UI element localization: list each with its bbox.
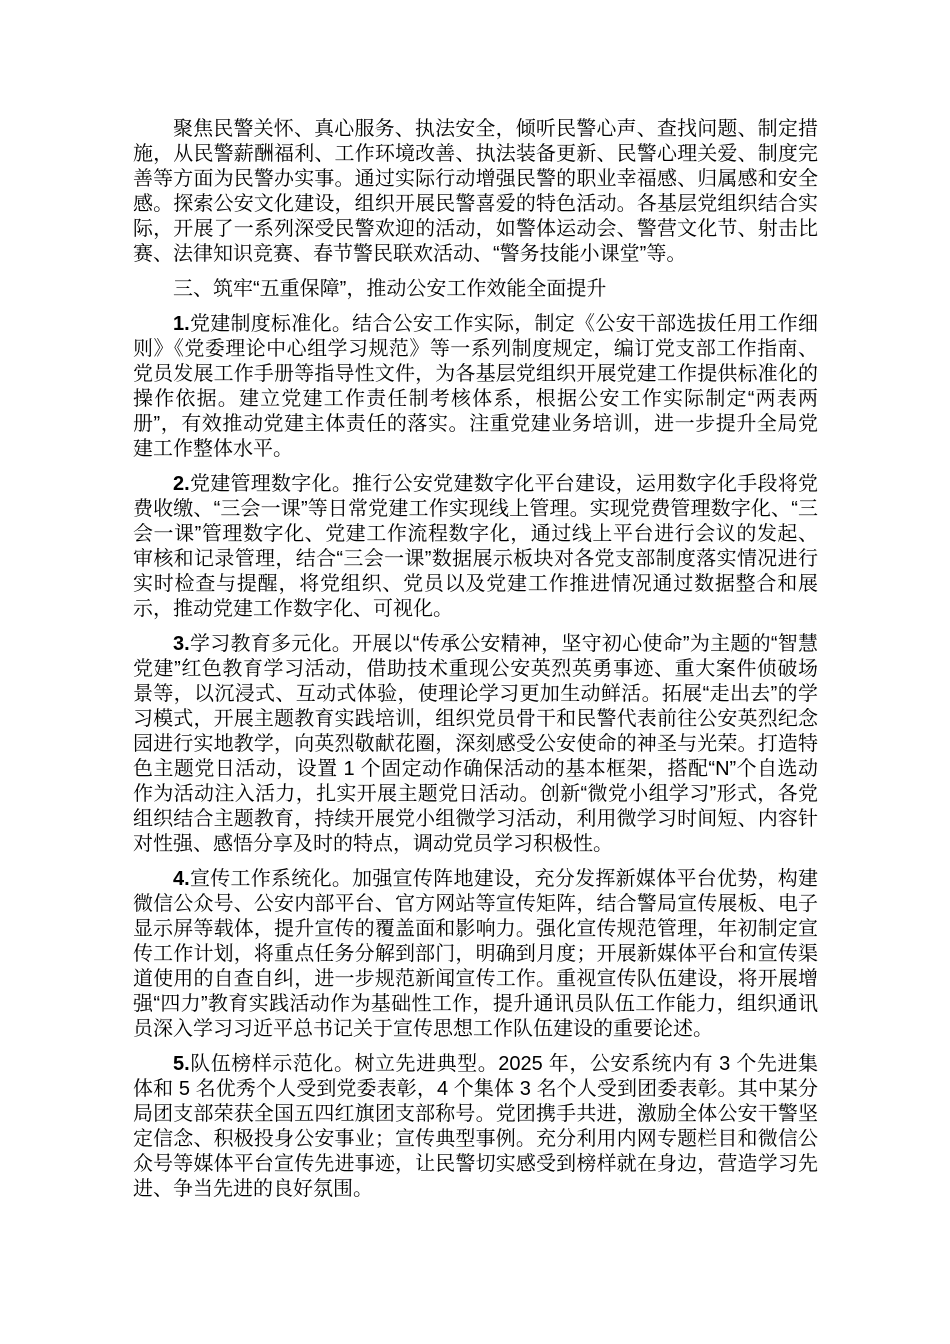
paragraph-text: 党建制度标准化。结合公安工作实际，制定《公安干部选拔任用工作细则》《党委理论中心组学习规范》等一系列制度规定，编订党支部工作指南、党员发展工作手册等指导性文件，为各基层党组织开展党建工作提供标准化的操作依据。建立党建工作责任制考核体系，根据公安工作实际制定“两表两册”，有效推动党建主体责任的落实。注重党建业务培训，进一步提升全局党建工作整体水平。 <box>133 313 818 460</box>
section-heading-three <box>133 277 818 302</box>
paragraph-text: 聚焦民警关怀、真心服务、执法安全，倾听民警心声、查找问题、制定措施，从民警薪酬福利、工作环境改善、执法装备更新、民警心理关爱、制度完善等方面为民警办实事。通过实际行动增强民警的职业幸福感、归属感和安全感。探索公安文化建设，组织开展民警喜爱的特色活动。各基层党组织结合实际，开展了一系列深受民警欢迎的活动，如警体运动会、警营文化节、射击比赛、法律知识竞赛、春节警民联欢活动、“警务技能小课堂”等。 <box>133 118 818 265</box>
paragraph-text: 队伍榜样示范化。树立先进典型。2025 年，公安系统内有 3 个先进集体和 5 名优秀个人受到党委表彰，4 个集体 3 名个人受到团委表彰。其中某分局团支部荣获全国五四红旗团支部称号。党团携手共进，激励全体公安干警坚定信念、积极投身公安事业；宣传典型事例。充分利用内网专题栏目和微信公众号等媒体平台宣传先进事迹，让民警切实感受到榜样就在身边，营造学习先进、争当先进的良好氛围。 <box>133 1053 818 1200</box>
paragraph-number-4: 4. <box>173 868 190 890</box>
numbered-paragraph-3 <box>133 632 818 857</box>
numbered-paragraph-4 <box>133 867 818 1042</box>
numbered-paragraph-1 <box>133 312 818 462</box>
paragraph-text: 宣传工作系统化。加强宣传阵地建设，充分发挥新媒体平台优势，构建微信公众号、公安内部平台、官方网站等宣传矩阵，结合警局宣传展板、电子显示屏等载体，提升宣传的覆盖面和影响力。强化宣传规范管理，年初制定宣传工作计划，将重点任务分解到部门，明确到月度；开展新媒体平台和宣传渠道使用的自查自纠，进一步规范新闻宣传工作。重视宣传队伍建设，将开展增强“四力”教育实践活动作为基础性工作，提升通讯员队伍工作能力，组织通讯员深入学习习近平总书记关于宣传思想工作队伍建设的重要论述。 <box>133 868 818 1040</box>
numbered-paragraph-5 <box>133 1052 818 1202</box>
paragraph-police-care <box>133 117 818 267</box>
heading-text: 三、筑牢“五重保障”，推动公安工作效能全面提升 <box>173 278 607 300</box>
paragraph-number-1: 1. <box>173 313 190 335</box>
paragraph-text: 党建管理数字化。推行公安党建数字化平台建设，运用数字化手段将党费收缴、“三会一课”等日常党建工作实现线上管理。实现党费管理数字化、“三会一课”管理数字化、党建工作流程数字化，通过线上平台进行会议的发起、审核和记录管理，结合“三会一课”数据展示板块对各党支部制度落实情况进行实时检查与提醒，将党组织、党员以及党建工作推进情况通过数据整合和展示，推动党建工作数字化、可视化。 <box>133 473 818 620</box>
paragraph-number-3: 3. <box>173 633 190 655</box>
numbered-paragraph-2 <box>133 472 818 622</box>
paragraph-number-5: 5. <box>173 1053 190 1075</box>
paragraph-number-2: 2. <box>173 473 190 495</box>
document-body <box>133 117 818 1212</box>
paragraph-text: 学习教育多元化。开展以“传承公安精神，坚守初心使命”为主题的“智慧党建”红色教育学习活动，借助技术重现公安英烈英勇事迹、重大案件侦破场景等，以沉浸式、互动式体验，使理论学习更加生动鲜活。拓展“走出去”的学习模式，开展主题教育实践培训，组织党员骨干和民警代表前往公安英烈纪念园进行实地教学，向英烈敬献花圈，深刻感受公安使命的神圣与光荣。打造特色主题党日活动，设置 1 个固定动作确保活动的基本框架，搭配“N”个自选动作为活动注入活力，扎实开展主题党日活动。创新“微党小组学习”形式，各党组织结合主题教育，持续开展党小组微学习活动，利用微学习时间短、内容针对性强、感悟分享及时的特点，调动党员学习积极性。 <box>133 633 818 855</box>
